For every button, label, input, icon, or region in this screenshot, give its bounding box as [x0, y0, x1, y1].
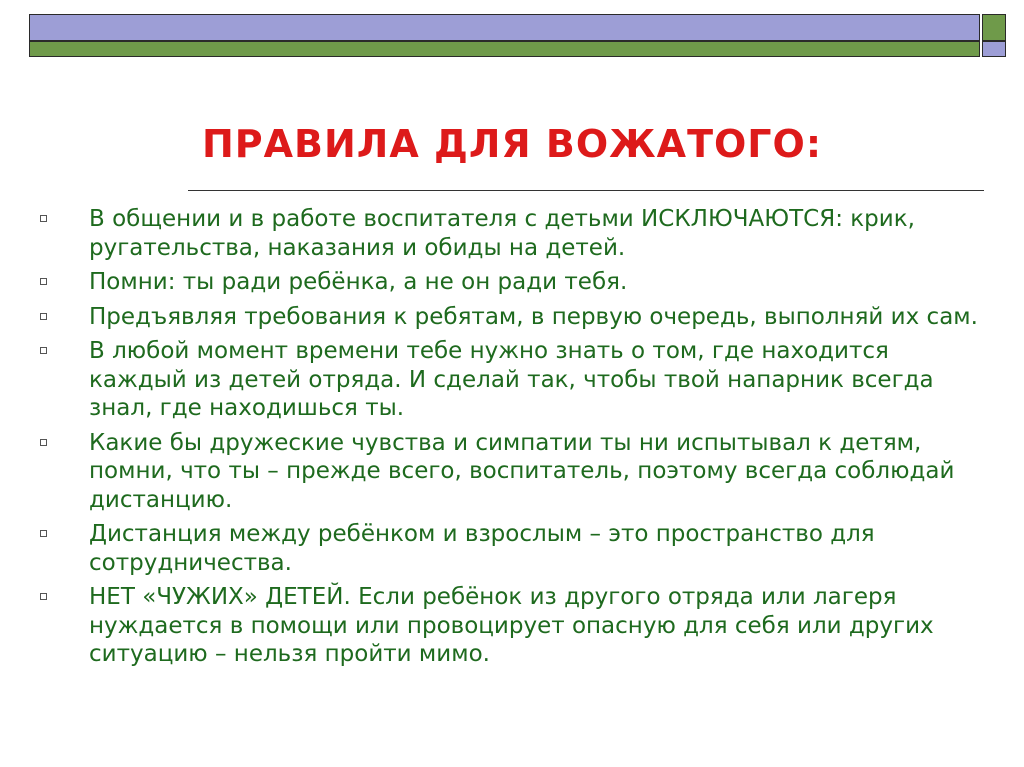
rule-text: Предъявляя требования к ребятам, в первую очередь, выполняй их сам.: [89, 303, 978, 330]
rule-item: [38, 268, 983, 297]
rule-item: [38, 303, 983, 332]
hollow-square-bullet-icon: [40, 347, 47, 354]
slide-title: ПРАВИЛА ДЛЯ ВОЖАТОГО:: [201, 122, 823, 166]
rule-item: [38, 205, 983, 262]
rule-item: [38, 429, 983, 515]
hollow-square-bullet-icon: [40, 313, 47, 320]
corner-square-green: [982, 14, 1006, 41]
header-bar-blue: [29, 14, 980, 41]
rule-text: НЕТ «ЧУЖИХ» ДЕТЕЙ. Если ребёнок из другого отряда или лагеря нуждается в помощи или провоцирует опасную для себя или других ситуацию – нельзя пройти мимо.: [89, 584, 934, 667]
header-bar-green: [29, 41, 980, 57]
corner-square-blue: [982, 41, 1006, 57]
rule-item: [38, 520, 983, 577]
hollow-square-bullet-icon: [40, 593, 47, 600]
rule-text: В общении и в работе воспитателя с детьми ИСКЛЮЧАЮТСЯ: крик, ругательства, наказания и обиды на детей.: [89, 206, 915, 261]
rule-text: Помни: ты ради ребёнка, а не он ради тебя.: [89, 269, 628, 295]
hollow-square-bullet-icon: [40, 530, 47, 537]
rules-list: [38, 205, 983, 675]
title-divider: [188, 190, 984, 191]
hollow-square-bullet-icon: [40, 215, 47, 222]
rule-text: Дистанция между ребёнком и взрослым – это пространство для сотрудничества.: [89, 521, 875, 576]
hollow-square-bullet-icon: [40, 278, 47, 285]
rule-text: Какие бы дружеские чувства и симпатии ты ни испытывал к детям, помни, что ты – прежде всего, воспитатель, поэтому всегда соблюдай дистанцию.: [89, 429, 955, 513]
rule-item: [38, 337, 983, 423]
hollow-square-bullet-icon: [40, 439, 47, 446]
rule-item: [38, 583, 983, 669]
rule-text: В любой момент времени тебе нужно знать о том, где находится каждый из детей отряда. И сделай так, чтобы твой напарник всегда знал, где находишься ты.: [89, 338, 934, 421]
